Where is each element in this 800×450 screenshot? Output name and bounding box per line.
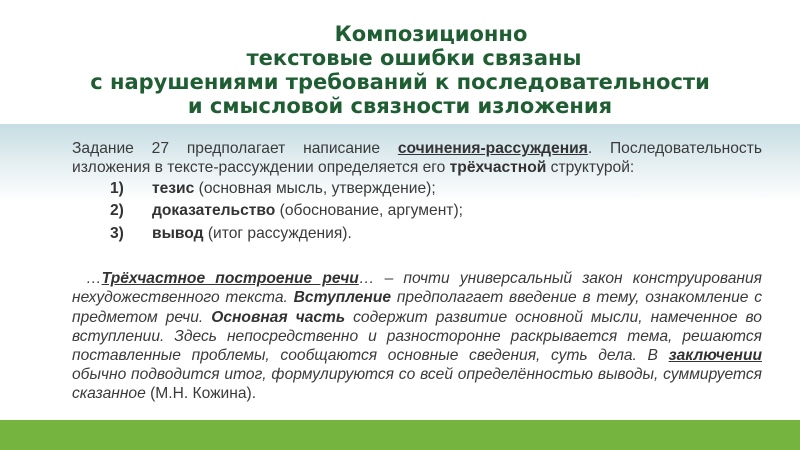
content-area bbox=[72, 139, 762, 404]
list-description: (обоснование, аргумент); bbox=[275, 202, 463, 220]
title-line-4: и смысловой связности изложения bbox=[187, 94, 613, 118]
quote-term-conclusion: заключении bbox=[668, 346, 762, 364]
list-number: 1) bbox=[110, 179, 124, 197]
title-line-2: текстовые ошибки связаны bbox=[246, 46, 582, 70]
quote-text-3: содержит развитие основной мысли, намеченное во вступлении. Здесь непосредственно и разносторонне раскрывается тема, решаются поставленные проблемы, сообщаются основные сведения, суть дела. В bbox=[72, 308, 762, 364]
slide-title bbox=[0, 22, 800, 118]
intro-text-1: Задание 27 предполагает написание bbox=[72, 140, 398, 157]
list-item bbox=[110, 178, 762, 201]
title-line-3: с нарушениями требований к последовательности bbox=[90, 70, 710, 94]
intro-text-2: . Последовательность изложения в тексте-рассуждении определяется его bbox=[72, 140, 762, 177]
quote-ellipsis: … bbox=[86, 270, 102, 288]
intro-term-threepart: трёхчастной bbox=[449, 159, 547, 177]
intro-text-3: структурой: bbox=[546, 159, 635, 177]
list-item bbox=[110, 200, 762, 223]
quote-term-main: Основная часть bbox=[211, 308, 346, 326]
quote-term-threepart: Трёхчастное построение речи bbox=[101, 270, 359, 288]
list-description: (основная мысль, утверждение); bbox=[194, 179, 436, 197]
list-number: 2) bbox=[110, 202, 124, 220]
list-term: доказательство bbox=[152, 202, 276, 220]
list-term: вывод bbox=[152, 224, 204, 242]
intro-term-essay: сочинения-рассуждения bbox=[397, 140, 588, 157]
quote-text-4: обычно подводится итог, формулируются со всей определённостью выводы, суммируется сказанное bbox=[72, 366, 762, 403]
list-item bbox=[110, 223, 762, 246]
quote-text-1: … – почти универсальный закон конструирования нехудожественного текста. bbox=[72, 270, 762, 307]
footer-bar bbox=[0, 420, 800, 450]
list-description: (итог рассуждения). bbox=[203, 224, 352, 242]
quote-term-intro: Вступление bbox=[293, 289, 392, 307]
intro-paragraph bbox=[72, 139, 762, 178]
structure-list bbox=[72, 178, 762, 246]
title-line-1: Композиционно bbox=[334, 22, 528, 46]
list-number: 3) bbox=[110, 224, 124, 242]
list-term: тезис bbox=[152, 179, 195, 197]
quote-paragraph bbox=[72, 269, 762, 403]
quote-text-2: предполагает введение в тему, ознакомление с предметом речи. bbox=[72, 289, 762, 326]
quote-author: (М.Н. Кожина). bbox=[145, 385, 257, 403]
